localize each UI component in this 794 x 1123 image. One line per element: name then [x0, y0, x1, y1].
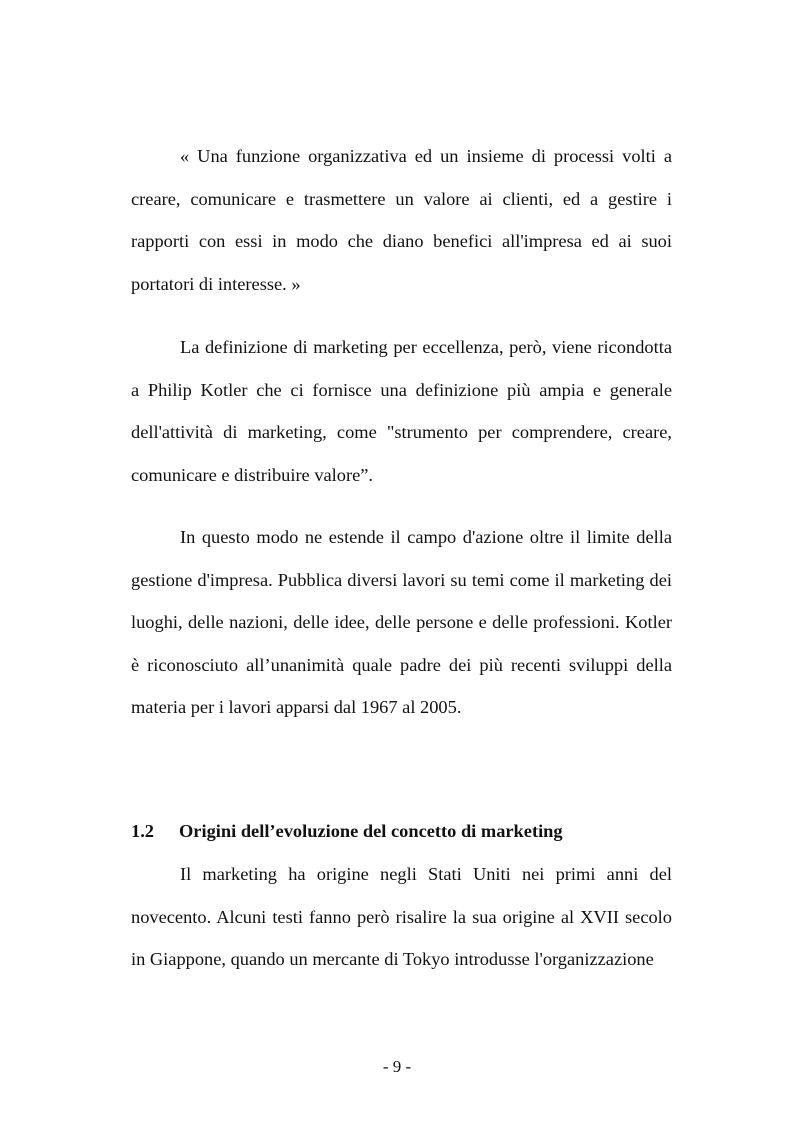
section-number: 1.2: [131, 821, 154, 841]
origins-paragraph: Il marketing ha origine negli Stati Uniti nei primi anni del novecento. Alcuni testi fanno però risalire la sua origine al XVII secolo in Giappone, quando un mercante di Tokyo introdusse l'organizzazione: [131, 864, 672, 970]
section-title: Origini dell’evoluzione del concetto di marketing: [179, 821, 563, 841]
kotler-works-paragraph: In questo modo ne estende il campo d'azione oltre il limite della gestione d'impresa. Pubblica diversi lavori su temi come il marketing dei luoghi, delle nazioni, delle idee, delle persone e delle professioni. Kotler è riconosciuto all’unanimità quale padre dei più recenti sviluppi della materia per i lavori apparsi dal 1967 al 2005.: [131, 527, 672, 718]
section-heading: [131, 818, 672, 844]
kotler-definition-paragraph: La definizione di marketing per eccellenza, però, viene ricondotta a Philip Kotler che ci fornisce una definizione più ampia e generale dell'attività di marketing, come "strumento per comprendere, creare, comunicare e distribuire valore”.: [131, 337, 672, 485]
quote-paragraph: « Una funzione organizzativa ed un insieme di processi volti a creare, comunicare e trasmettere un valore ai clienti, ed a gestire i rapporti con essi in modo che diano benefici all'impresa ed ai suoi portatori di interesse. »: [131, 146, 672, 294]
page-number: - 9 -: [382, 1057, 412, 1076]
